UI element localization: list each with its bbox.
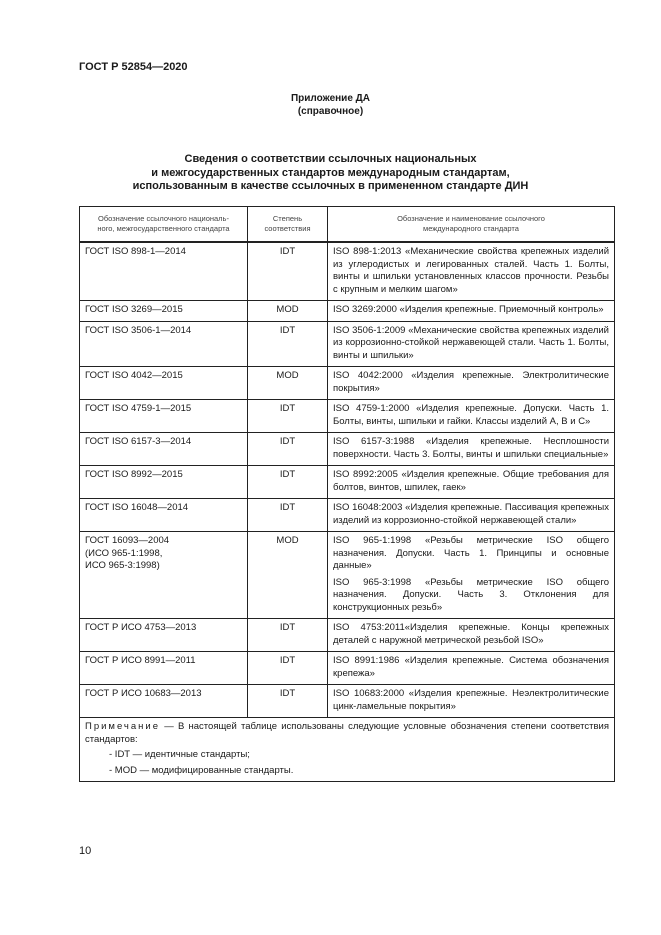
title-line: и межгосударственных стандартов международным стандартам, <box>151 166 510 179</box>
international-standard-cell: ISO 16048:2003 «Изделия крепежные. Пассивация крепежных изделий из коррозионно-стойкой нержавеющей стали» <box>328 499 615 532</box>
international-standard-cell: ISO 965-1:1998 «Резьбы метрические ISO общего назначения. Допуски. Часть 1. Принципы и основные данные» ISO 965-3:1998 «Резьбы метрические ISO общего назначения. Допуски. Часть 3. Отклонения для конструкционных резьб» <box>328 532 615 619</box>
note-item: - MOD — модифицированные стандарты. <box>109 764 294 776</box>
international-standard-cell: ISO 3269:2000 «Изделия крепежные. Приемочный контроль» <box>328 301 615 322</box>
degree-cell: MOD <box>248 532 328 619</box>
annex-heading <box>0 92 661 118</box>
national-standard-cell: ГОСТ ISO 3269—2015 <box>80 301 248 322</box>
table-row <box>80 619 615 652</box>
table-row <box>80 652 615 685</box>
note-item: - IDT — идентичные стандарты; <box>109 749 250 760</box>
international-standard-cell: ISO 8991:1986 «Изделия крепежные. Система обозначения крепежа» <box>328 652 615 685</box>
table-row <box>80 499 615 532</box>
annex-title: Приложение ДА <box>290 93 371 104</box>
table-row <box>80 685 615 718</box>
table-header-row <box>80 207 615 243</box>
table-row <box>80 532 615 619</box>
national-standard-cell: ГОСТ ISO 6157-3—2014 <box>80 433 248 466</box>
standards-correspondence-table <box>79 206 615 782</box>
degree-cell: IDT <box>248 619 328 652</box>
national-standard-cell: ГОСТ ISO 3506-1—2014 <box>80 321 248 367</box>
table-row <box>80 433 615 466</box>
table-row <box>80 301 615 322</box>
degree-cell: IDT <box>248 499 328 532</box>
title-line: Сведения о соответствии ссылочных национальных <box>184 153 477 165</box>
document-code: ГОСТ Р 52854—2020 <box>79 61 188 73</box>
header-national-standard: Обозначение ссылочного националь- ного, межгосударственного стандарта <box>80 207 248 243</box>
national-standard-cell: ГОСТ Р ИСО 4753—2013 <box>80 619 248 652</box>
degree-cell: IDT <box>248 321 328 367</box>
table-row <box>80 367 615 400</box>
table-row <box>80 400 615 433</box>
international-standard-cell: ISO 8992:2005 «Изделия крепежные. Общие требования для болтов, винтов, шпилек, гаек» <box>328 466 615 499</box>
national-standard-cell: ГОСТ ISO 898-1—2014 <box>80 242 248 301</box>
table-note <box>80 718 615 782</box>
table-row <box>80 321 615 367</box>
degree-cell: IDT <box>248 685 328 718</box>
national-standard-cell: ГОСТ Р ИСО 8991—2011 <box>80 652 248 685</box>
national-standard-cell: ГОСТ ISO 4759-1—2015 <box>80 400 248 433</box>
degree-cell: IDT <box>248 400 328 433</box>
national-standard-cell: ГОСТ ISO 8992—2015 <box>80 466 248 499</box>
international-standard-cell: ISO 898-1:2013 «Механические свойства крепежных изделий из углеродистых и легированных сталей. Часть 1. Болты, винты и шпильки установленных классов прочности. Резьбы с крупным и мелким шагом» <box>328 242 615 301</box>
international-standard-cell: ISO 6157-3:1988 «Изделия крепежные. Несплошности поверхности. Часть 3. Болты, винты и шпильки специальные» <box>328 433 615 466</box>
table-note-row <box>80 718 615 782</box>
national-standard-cell: ГОСТ Р ИСО 10683—2013 <box>80 685 248 718</box>
table-row <box>80 466 615 499</box>
table-row <box>80 242 615 301</box>
national-standard-cell: ГОСТ ISO 4042—2015 <box>80 367 248 400</box>
title-line: использованным в качестве ссылочных в примененном стандарте ДИН <box>132 180 529 192</box>
degree-cell: MOD <box>248 367 328 400</box>
degree-cell: IDT <box>248 652 328 685</box>
international-standard-cell: ISO 3506-1:2009 «Механические свойства крепежных изделий из коррозионно-стойкой нержавеющей стали. Часть 1. Болты, винты и шпильки» <box>328 321 615 367</box>
header-international-standard: Обозначение и наименование ссылочного международного стандарта <box>328 207 615 243</box>
note-text: Примечание — В настоящей таблице использованы следующие условные обозначения степени соответствия стандартов: <box>85 721 609 745</box>
header-degree: Степень соответствия <box>248 207 328 243</box>
international-standard-cell: ISO 4753:2011«Изделия крепежные. Концы крепежных деталей с наружной метрической резьбой ISO» <box>328 619 615 652</box>
national-standard-cell: ГОСТ ISO 16048—2014 <box>80 499 248 532</box>
section-title <box>0 153 661 194</box>
degree-cell: IDT <box>248 466 328 499</box>
international-standard-cell: ISO 4759-1:2000 «Изделия крепежные. Допуски. Часть 1. Болты, винты, шпильки и гайки. Классы изделий A, B и C» <box>328 400 615 433</box>
note-label: Примечание <box>85 721 160 732</box>
degree-cell: IDT <box>248 433 328 466</box>
degree-cell: IDT <box>248 242 328 301</box>
national-standard-cell: ГОСТ 16093—2004 (ИСО 965-1:1998, ИСО 965-3:1998) <box>80 532 248 619</box>
international-standard-cell: ISO 4042:2000 «Изделия крепежные. Электролитические покрытия» <box>328 367 615 400</box>
page-number: 10 <box>79 845 92 857</box>
annex-kind: (справочное) <box>297 106 364 117</box>
degree-cell: MOD <box>248 301 328 322</box>
international-standard-cell: ISO 10683:2000 «Изделия крепежные. Неэлектролитические цинк-ламельные покрытия» <box>328 685 615 718</box>
